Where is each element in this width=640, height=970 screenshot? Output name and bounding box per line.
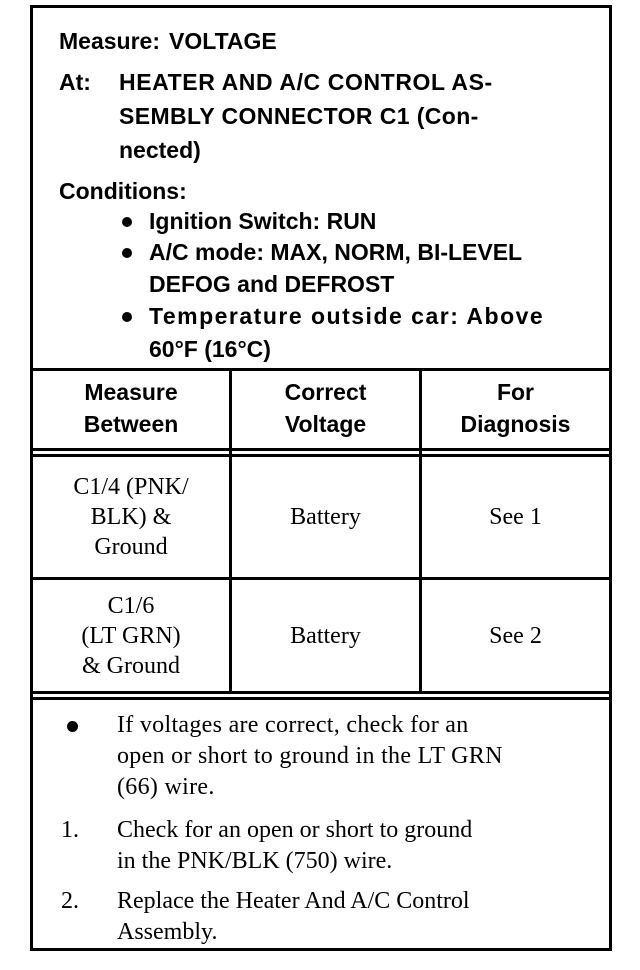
measure-label: Measure: [59, 28, 160, 54]
note-general: If voltages are correct, check for an open or short to ground in the LT GRN (66) wire. [117, 712, 503, 800]
note-number: 1. [61, 817, 79, 843]
header-rule [33, 448, 609, 451]
row-2-measure-between: C1/6 (LT GRN) & Ground [81, 592, 181, 679]
condition-ac-mode-line-1: A/C mode: MAX, NORM, BI-LEVEL [149, 239, 523, 265]
measure-value: VOLTAGE [169, 28, 277, 54]
conditions-label: Conditions: [59, 178, 187, 204]
at-line-1: HEATER AND A/C CONTROL AS- [119, 69, 493, 95]
row-1-correct-voltage: Battery [290, 504, 361, 530]
bullet-icon [122, 312, 132, 322]
at-line-2: SEMBLY CONNECTOR C1 (Con- [119, 103, 479, 129]
at-label: At: [59, 69, 91, 95]
condition-temperature-line-2: 60°F (16°C) [149, 336, 271, 362]
row-2-correct-voltage: Battery [290, 622, 361, 649]
diagnostic-card [30, 5, 612, 951]
column-header-correct-voltage: Correct Voltage [284, 379, 367, 437]
row-2-for-diagnosis: See 2 [489, 622, 542, 649]
note-1: Check for an open or short to ground in the PNK/BLK (750) wire. [117, 817, 473, 874]
column-header-measure-between: Measure Between [83, 379, 179, 437]
condition-ignition: Ignition Switch: RUN [149, 208, 377, 234]
bullet-icon [67, 721, 78, 732]
column-header-for-diagnosis: For Diagnosis [460, 379, 571, 437]
bullet-icon [122, 217, 132, 227]
note-2: Replace the Heater And A/C Control Assembly. [117, 888, 470, 945]
row-1-measure-between: C1/4 (PNK/ BLK) & Ground [73, 474, 189, 560]
bullet-icon [122, 248, 132, 258]
divider [33, 691, 609, 694]
measurement-header [33, 8, 609, 368]
divider [33, 697, 609, 700]
note-number: 2. [61, 888, 79, 914]
voltage-table [33, 368, 609, 691]
condition-temperature-line-1: Temperature outside car: Above [149, 303, 545, 329]
at-line-3: nected) [119, 137, 201, 163]
row-1-for-diagnosis: See 1 [489, 504, 542, 530]
condition-ac-mode-line-2: DEFOG and DEFROST [149, 271, 395, 297]
